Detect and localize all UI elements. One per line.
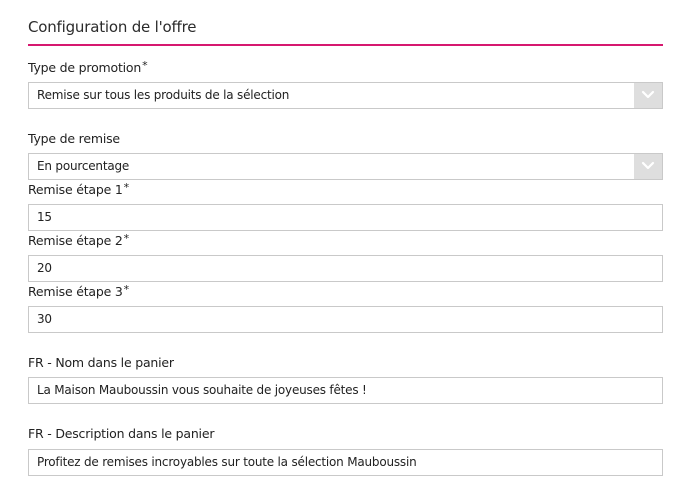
section-divider bbox=[28, 44, 663, 46]
required-marker: * bbox=[123, 181, 129, 194]
cart-name-value: La Maison Mauboussin vous souhaite de joyeuses fêtes ! bbox=[37, 383, 367, 397]
discount-step-3-input[interactable] bbox=[28, 306, 663, 333]
cart-description-value: Profitez de remises incroyables sur toute la sélection Mauboussin bbox=[37, 455, 417, 469]
discount-step-1-value: 15 bbox=[37, 210, 52, 224]
discount-type-dropdown-button[interactable] bbox=[634, 154, 662, 179]
promotion-type-select[interactable] bbox=[28, 82, 663, 109]
promotion-type-dropdown-button[interactable] bbox=[634, 83, 662, 108]
promotion-type-label: Type de promotion* bbox=[28, 59, 148, 75]
required-marker: * bbox=[123, 283, 129, 296]
discount-type-value: En pourcentage bbox=[37, 159, 130, 173]
chevron-down-icon bbox=[641, 90, 655, 100]
discount-type-label: Type de remise bbox=[28, 131, 120, 146]
discount-step-3-value: 30 bbox=[37, 312, 52, 326]
chevron-down-icon bbox=[641, 161, 655, 171]
cart-name-input[interactable] bbox=[28, 377, 663, 404]
discount-step-2-value: 20 bbox=[37, 261, 52, 275]
discount-type-select[interactable] bbox=[28, 153, 663, 180]
section-title: Configuration de l'offre bbox=[28, 18, 197, 36]
cart-name-label: FR - Nom dans le panier bbox=[28, 355, 174, 370]
discount-step-1-label: Remise étape 1* bbox=[28, 181, 129, 197]
promotion-type-value: Remise sur tous les produits de la sélection bbox=[37, 88, 290, 102]
required-marker: * bbox=[142, 59, 148, 72]
discount-step-3-label: Remise étape 3* bbox=[28, 283, 129, 299]
discount-step-1-input[interactable] bbox=[28, 204, 663, 231]
required-marker: * bbox=[123, 232, 129, 245]
discount-step-2-input[interactable] bbox=[28, 255, 663, 282]
cart-description-input[interactable] bbox=[28, 449, 663, 476]
discount-step-2-label: Remise étape 2* bbox=[28, 232, 129, 248]
cart-description-label: FR - Description dans le panier bbox=[28, 426, 215, 441]
